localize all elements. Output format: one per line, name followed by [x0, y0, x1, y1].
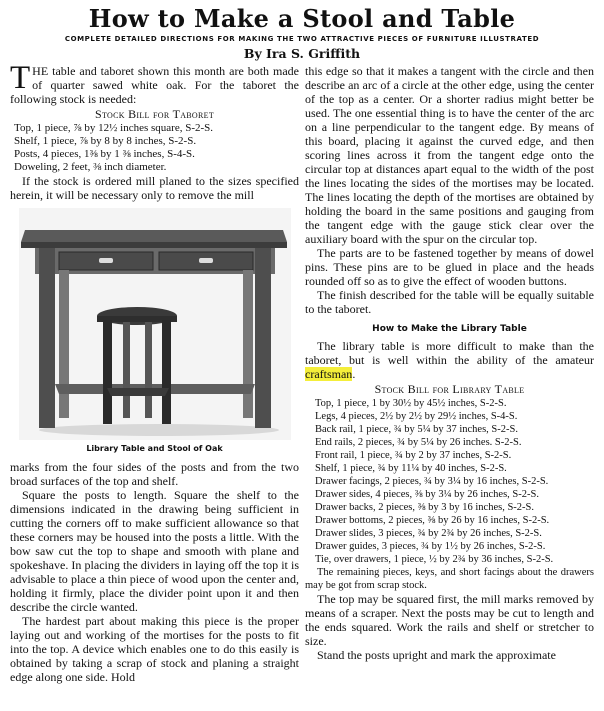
- stock-item: Shelf, 1 piece, ⅞ by 8 by 8 inches, S-2-S.: [14, 135, 197, 147]
- stock-item: Drawer backs, 2 pieces, ⅜ by 3 by 16 inches, S-2-S.: [315, 502, 534, 513]
- paragraph: Stand the posts upright and mark the approximate: [317, 648, 556, 662]
- stock-item: Top, 1 piece, 1 by 30½ by 45½ inches, S-2-S.: [315, 398, 507, 409]
- paragraph-text: .: [352, 367, 356, 381]
- library-table-subheading: How to Make the Library Table: [372, 324, 527, 334]
- table-stock-list: [305, 397, 594, 566]
- stock-note: The remaining pieces, keys, and short facings about the drawers may be got from scrap stock.: [305, 567, 594, 591]
- paragraph: this edge so that it makes a tangent with the circle and then describe an arc of a circle at the other edge, using the center of the top as a center. Or a shorter radius might better be used. The one essential thing is to have the center of the arc on a line perpendicular to the tangent edge. By means of this board, placing it against the curved edge, and then scoring lines across it from the tangent edge onto the circular top at distances apart equal to the width of the post the lines locating the sides of the mortises may be located. The lines locating the depth of the mortises are obtained by holding the board in the same positions and gauging from the tangent edge with the gauge stick clear over the auxiliary board with the spur on the circular top.: [305, 64, 594, 246]
- left-column: [10, 60, 299, 684]
- intro-text: HE table and taboret shown this month are both made of quarter sawed white oak. For the taboret the following stock is needed:: [10, 64, 299, 106]
- paragraph: The top may be squared first, the mill marks removed by means of a scraper. Next the posts may be cut to length and the ends squared. Work the rails and shelf or stretcher to size.: [305, 592, 594, 648]
- paragraph-text: The library table is more difficult to make than the taboret, but is well within the ability of the amateur: [305, 339, 594, 367]
- furniture-illustration: [10, 208, 299, 456]
- stock-item: Drawer guides, 3 pieces, ¾ by 1½ by 26 inches, S-2-S.: [315, 541, 546, 552]
- highlighted-word: craftsman: [305, 367, 353, 381]
- paragraph: [305, 339, 594, 381]
- stock-item: Top, 1 piece, ⅞ by 12½ inches square, S-2-S.: [14, 122, 214, 134]
- table-and-stool-image: [19, 208, 291, 440]
- article-title: How to Make a Stool and Table: [88, 4, 516, 33]
- stock-item: Drawer sides, 4 pieces, ⅜ by 3¼ by 26 inches, S-2-S.: [315, 489, 539, 500]
- stock-item: Drawer facings, 2 pieces, ¾ by 3¼ by 16 inches, S-2-S.: [315, 476, 549, 487]
- drop-cap: T: [10, 60, 31, 96]
- author-byline: By Ira S. Griffith: [243, 46, 361, 61]
- stock-item: Posts, 4 pieces, 1⅜ by 1 ⅜ inches, S-4-S.: [14, 148, 195, 160]
- stock-item: Legs, 4 pieces, 2½ by 2½ by 29½ inches, S-4-S.: [315, 411, 518, 422]
- paragraph: The finish described for the table will be equally suitable to the taboret.: [305, 288, 594, 316]
- stock-item: Back rail, 1 piece, ¾ by 5¼ by 37 inches, S-2-S.: [315, 424, 518, 435]
- right-column: [305, 64, 594, 684]
- stock-item: Drawer slides, 3 pieces, ¾ by 2¾ by 26 inches, S-2-S.: [315, 528, 542, 539]
- paragraph: marks from the four sides of the posts and from the two broad surfaces of the top and shelf.: [10, 460, 299, 488]
- taboret-stock-list: [10, 122, 299, 174]
- paragraph: If the stock is ordered mill planed to the sizes specified herein, it will be necessary only to remove the mill: [10, 174, 299, 202]
- article-subtitle: COMPLETE DETAILED DIRECTIONS FOR MAKING THE TWO ATTRACTIVE PIECES OF FURNITURE ILLUSTRATED: [64, 35, 540, 43]
- figure-caption: Library Table and Stool of Oak: [86, 444, 223, 453]
- taboret-stock-heading: Stock Bill for Taboret: [94, 107, 215, 121]
- stock-item: Drawer bottoms, 2 pieces, ⅜ by 26 by 16 inches, S-2-S.: [315, 515, 550, 526]
- stock-item: Tie, over drawers, 1 piece, ½ by 2¾ by 36 inches, S-2-S.: [315, 554, 554, 565]
- paragraph: The parts are to be fastened together by means of dowel pins. These pins are to be glued in place and the heads rounded off so as to give the effect of wooden buttons.: [305, 246, 594, 288]
- stock-item: Front rail, 1 piece, ¾ by 2 by 37 inches, S-2-S.: [315, 450, 512, 461]
- stock-item: End rails, 2 pieces, ¾ by 5¼ by 26 inches. S-2-S.: [315, 437, 522, 448]
- paragraph: The hardest part about making this piece is the proper laying out and working of the mortises for the posts to fit into the top. A device which enables one to do this easily is obtained by taking a scrap of stock and planing a straight edge along one side. Hold: [10, 614, 299, 684]
- stock-item: Doweling, 2 feet, ⅜ inch diameter.: [14, 161, 167, 173]
- intro-paragraph: [10, 60, 299, 106]
- stock-item: Shelf, 1 piece, ¾ by 11¼ by 40 inches, S-2-S.: [315, 463, 507, 474]
- article-columns: [10, 60, 594, 684]
- paragraph: Square the posts to length. Square the shelf to the dimensions indicated in the drawing being sufficient in cutting the corners off to make sufficient allowance so that these corners may be housed into the posts a little. With the bow saw cut the top to shape and smooth with plane and spokeshave. In placing the dividers in laying off the top it is advisable to place a thin piece of wood upon the center and, holding it firmly, place the divider point upon it and then describe the circle wanted.: [10, 488, 299, 614]
- table-stock-heading: Stock Bill for Library Table: [374, 382, 525, 396]
